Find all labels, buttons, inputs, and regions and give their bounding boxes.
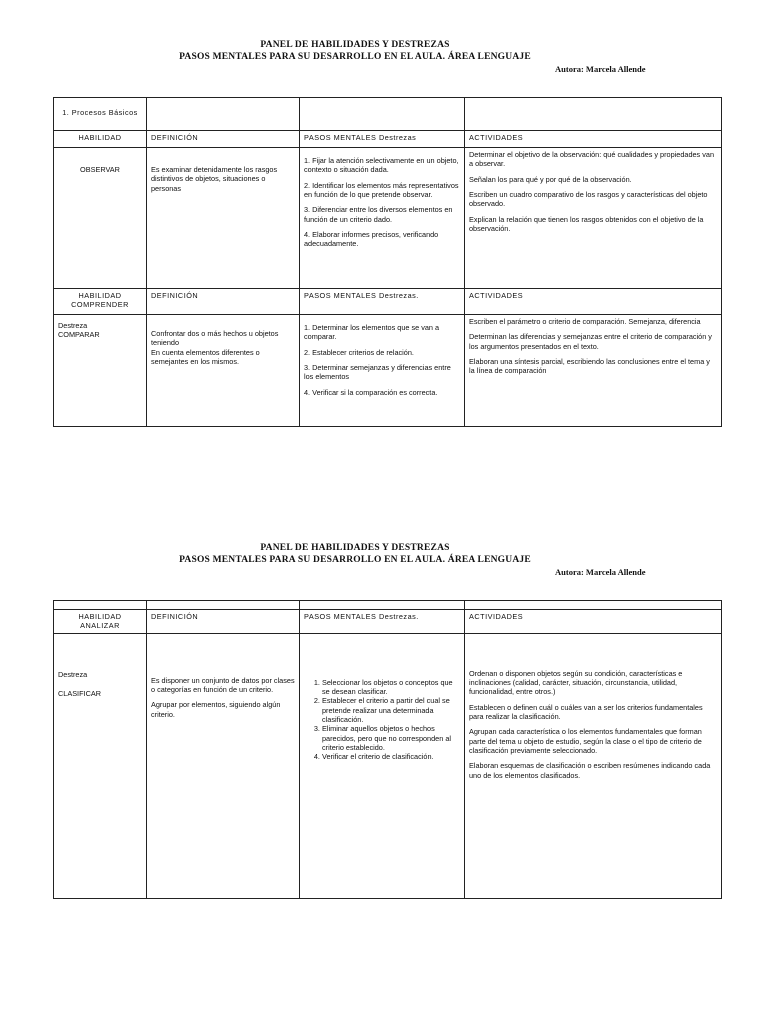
empty-cell [465, 98, 722, 131]
skill-clasificar [54, 633, 147, 898]
steps-observar [300, 148, 465, 289]
panel2-table [53, 600, 722, 899]
activity-item: Determinar el objetivo de la observación: qué cualidades y propiedades van a observar. [469, 150, 715, 169]
activity-item: Escriben el parámetro o criterio de comparación. Semejanza, diferencia [469, 317, 701, 326]
activity-item: Agrupan cada característica o los elementos fundamentales que forman parte del tema u objeto de estudio, según la clase o el tipo de criterio de clasificación previamente seleccionado. [469, 727, 702, 755]
step-item: 1. Fijar la atención selectivamente en un objeto, contexto o situación dada. [304, 156, 459, 175]
panel1-author: Autora: Marcela Allende [555, 64, 646, 74]
activities-clasificar [465, 633, 722, 898]
col-actividades: ACTIVIDADES [465, 131, 722, 148]
steps-comparar [300, 315, 465, 427]
definition-observar [147, 148, 300, 289]
step-item: 3. Eliminar aquellos objetos o hechos parecidos, pero que no corresponden al criterio establecido. [322, 724, 460, 752]
col-definicion: DEFINICIÓN [147, 610, 300, 634]
col-definicion: DEFINICIÓN [147, 289, 300, 315]
col-actividades: ACTIVIDADES [465, 289, 722, 315]
panel2-author: Autora: Marcela Allende [555, 567, 646, 577]
skill-observar [54, 148, 147, 289]
activity-item: Determinan las diferencias y semejanzas entre el criterio de comparación y los argumentos presentados en el texto. [469, 332, 712, 351]
activity-item: Ordenan o disponen objetos según su condición, características e inclinaciones (calidad, carácter, situación, circunstancia, utilidad, funcionalidad, entre otros.) [469, 668, 683, 697]
activities-observar [465, 148, 722, 289]
activities-comparar [465, 315, 722, 427]
definition-text: En cuenta elementos diferentes o semejantes en los mismos. [151, 347, 260, 366]
skill-name: CLASIFICAR [58, 688, 101, 698]
col-pasos-mentales: PASOS MENTALES Destrezas [300, 131, 465, 148]
step-item: 3. Determinar semejanzas y diferencias entre los elementos [304, 362, 451, 382]
step-item: 1. Seleccionar los objetos o conceptos que se desean clasificar. [322, 678, 460, 697]
empty-cell [54, 601, 147, 610]
panel1-table [53, 97, 722, 427]
steps-list [304, 678, 460, 762]
step-item: 3. Diferenciar entre los diversos elementos en función de un criterio dado. [304, 205, 453, 224]
step-item: 4. Verificar si la comparación es correcta. [304, 387, 438, 397]
col-pasos-mentales: PASOS MENTALES Destrezas. [300, 289, 465, 315]
col-pasos-mentales: PASOS MENTALES Destrezas. [300, 610, 465, 634]
definition-comparar [147, 315, 300, 427]
definition-text: Confrontar dos o más hechos u objetos teniendo [151, 329, 279, 348]
definition-clasificar [147, 633, 300, 898]
activity-item: Establecen o definen cuál o cuáles van a ser los criterios fundamentales para realizar la clasificación. [469, 702, 703, 721]
activity-item: Señalan los para qué y por qué de la observación. [469, 174, 632, 184]
empty-cell [465, 601, 722, 610]
panel2-title-line2: PASOS MENTALES PARA SU DESARROLLO EN EL AULA. ÁREA LENGUAJE [179, 555, 531, 565]
empty-cell [300, 98, 465, 131]
step-item: 1. Determinar los elementos que se van a comparar. [304, 323, 440, 342]
activity-item: Escriben un cuadro comparativo de los rasgos y características del objeto observado. [469, 189, 708, 209]
panel1-title-line2: PASOS MENTALES PARA SU DESARROLLO EN EL AULA. ÁREA LENGUAJE [179, 52, 531, 62]
skill-comparar [54, 315, 147, 427]
skill-name: COMPARAR [58, 330, 100, 340]
panel2-title-line1: PANEL DE HABILIDADES Y DESTREZAS [260, 543, 450, 553]
empty-cell [147, 601, 300, 610]
col-definicion: DEFINICIÓN [147, 131, 300, 148]
steps-clasificar [300, 633, 465, 898]
activity-item: Elaboran esquemas de clasificación o escriben resúmenes indicando cada uno de los elementos clasificados. [469, 761, 711, 780]
activity-item: Explican la relación que tienen los rasgos obtenidos con el objetivo de la observación. [469, 214, 704, 233]
definition-text: Agrupar por elementos, siguiendo algún criterio. [151, 700, 281, 719]
step-item: 4. Verificar el criterio de clasificación. [322, 752, 460, 761]
processes-header: 1. Procesos Básicos [54, 98, 147, 131]
empty-cell [300, 601, 465, 610]
definition-text: Es examinar detenidamente los rasgos distintivos de objetos, situaciones o personas [151, 165, 278, 193]
step-item: 4. Elaborar informes precisos, verificando adecuadamente. [304, 229, 439, 249]
col-habilidad: HABILIDAD [54, 131, 147, 148]
col-habilidad-comprender: HABILIDAD COMPRENDER [54, 289, 147, 315]
skill-name: OBSERVAR [80, 165, 120, 174]
empty-cell [147, 98, 300, 131]
panel1-title-line1: PANEL DE HABILIDADES Y DESTREZAS [260, 40, 450, 50]
step-item: 2. Establecer criterios de relación. [304, 347, 414, 357]
activity-item: Elaboran una síntesis parcial, escribiendo las conclusiones entre el tema y la línea de comparación [469, 356, 710, 376]
step-item: 2. Establecer el criterio a partir del cual se pretende realizar una determinada clasificación. [322, 696, 460, 724]
definition-text: Es disponer un conjunto de datos por clases o categorías en función de un criterio. [151, 675, 295, 694]
skill-label: Destreza [58, 669, 88, 679]
col-actividades: ACTIVIDADES [465, 610, 722, 634]
col-habilidad-analizar: HABILIDAD ANALIZAR [54, 610, 147, 634]
skill-label: Destreza [58, 321, 88, 330]
step-item: 2. Identificar los elementos más representativos en función de lo que pretende observar. [304, 180, 459, 199]
